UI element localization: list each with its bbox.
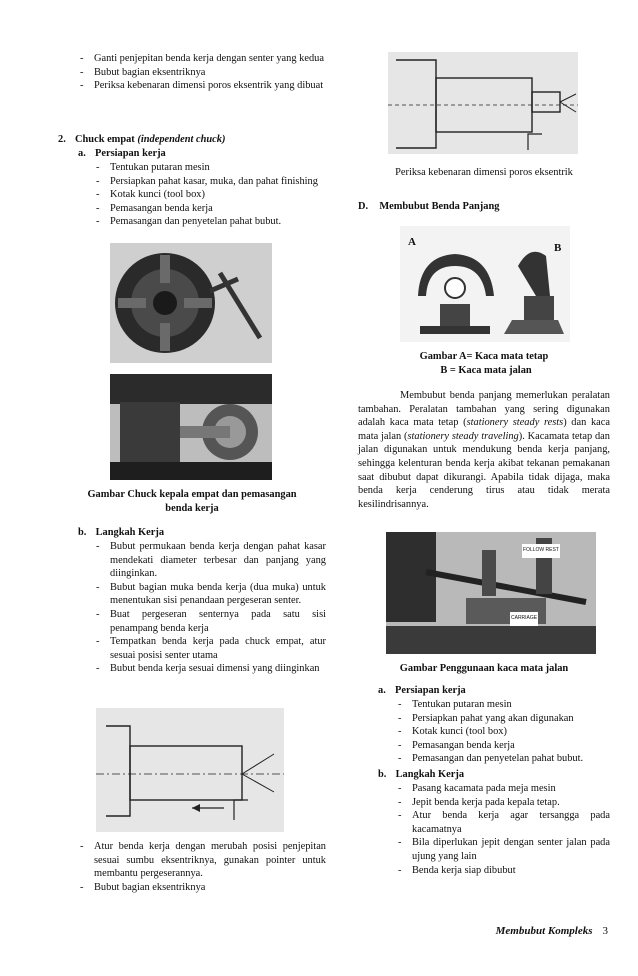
- eccentric-diagram-right: [388, 52, 578, 154]
- list-item: - Bubut permukaan benda kerja dengan pahat kasar mendekati diameter terbesar dan panjang yang diinginkan.: [96, 540, 326, 581]
- list-item: - Pemasangan dan penyetelan pahat bubut.: [96, 215, 326, 229]
- follow-rest-drawing: [386, 532, 596, 654]
- paragraph-text: [358, 389, 610, 511]
- chuck-mounting-photo: [110, 374, 272, 480]
- list-a: [96, 161, 326, 229]
- list-item: - Bubut bagian muka benda kerja (dua muka) untuk menentukan sisi penandaan pergeseran senter.: [96, 581, 326, 608]
- sub-title: Langkah Kerja: [95, 527, 165, 538]
- chuck-photo: [110, 243, 272, 363]
- list-item: - Tempatkan benda kerja pada chuck empat, atur sesuai posisi senter utama: [96, 635, 326, 662]
- text-run: ) dan kaca mata jalan (: [358, 417, 610, 442]
- follow-rest-caption: Gambar Penggunaan kaca mata jalan: [399, 663, 569, 674]
- eccentric-shaft-drawing: [96, 708, 284, 832]
- section-title: Chuck empat: [75, 134, 135, 145]
- section-title-italic: (independent chuck): [137, 134, 226, 145]
- footer-title: Membubut Kompleks: [495, 925, 593, 937]
- body-paragraph: [358, 389, 610, 511]
- caption-line: benda kerja: [165, 502, 219, 514]
- list-item: - Persiapkan pahat kasar, muka, dan pahat finishing: [96, 175, 326, 189]
- section-d-heading: [358, 200, 499, 214]
- list-item: - Bubut bagian eksentriknya: [80, 66, 326, 80]
- sub-a-heading: [378, 684, 466, 698]
- list-item: - Persiapkan pahat yang akan digunakan: [398, 712, 610, 726]
- list-item: - Pemasangan benda kerja: [96, 202, 326, 216]
- eccentric-check-drawing: [388, 52, 578, 154]
- list-item: - Buat pergeseran senternya pada satu sisi penampang benda kerja: [96, 608, 326, 635]
- chuck-drawing: [110, 243, 272, 363]
- sub-b-heading: [378, 768, 464, 782]
- chuck-mounting-drawing: [110, 374, 272, 480]
- sub-label: a.: [378, 685, 386, 696]
- list-c: [80, 840, 326, 894]
- steady-rest-drawing: [400, 226, 570, 342]
- section-number: 2.: [58, 134, 66, 145]
- list-item: - Benda kerja siap dibubut: [398, 864, 610, 878]
- text-run: ). Kacamata tetap dan jalan digunakan untuk mendukung benda kerja panjang, sehingga kelenturan benda kerja akibat tekanan pemakanan saat dibubut dapat dikurangi. Apabila tidak dijaga, maka benda kerja cenderung tirus atau tidak merata kesilindrisannya.: [358, 430, 610, 510]
- list-item: - Kotak kunci (tool box): [96, 188, 326, 202]
- figure-label-b: B: [554, 242, 562, 254]
- text-run: Membubut benda panjang memerlukan peralatan tambahan. Peralatan tambahan yang sering digunakan adalah kaca mata tetap (: [358, 390, 610, 429]
- list-item: - Atur benda kerja dengan merubah posisi penjepitan sesuai sumbu eksentriknya, gunakan pointer untuk membantu pergeserannya.: [80, 840, 326, 881]
- list-item: - Bubut benda kerja sesuai dimensi yang diinginkan: [96, 662, 326, 676]
- page-footer: [496, 925, 608, 939]
- list-item: - Pemasangan benda kerja: [398, 739, 610, 753]
- list-item: - Kotak kunci (tool box): [398, 725, 610, 739]
- sub-label: b.: [78, 527, 87, 538]
- caption-line: B = Kaca mata jalan: [440, 364, 532, 376]
- eccentric-diagram-left: [96, 708, 284, 832]
- list-item: - Ganti penjepitan benda kerja dengan senter yang kedua: [80, 52, 326, 66]
- list-item: - Pemasangan dan penyetelan pahat bubut.: [398, 752, 610, 766]
- sub-title: Persiapan kerja: [95, 148, 166, 159]
- italic-term: stationery steady traveling: [407, 430, 519, 442]
- sub-b-heading: [78, 526, 164, 540]
- sub-title: Persiapan kerja: [395, 685, 466, 696]
- sub-label: b.: [378, 769, 387, 780]
- follow-rest-label: FOLLOW REST: [522, 544, 560, 558]
- list-item: - Periksa kebenaran dimensi poros eksentrik yang dibuat: [80, 79, 326, 93]
- list-b: [96, 540, 326, 676]
- page-number: 3: [602, 925, 608, 937]
- chuck-figure-caption: [58, 488, 326, 515]
- list-item: - Tentukan putaran mesin: [96, 161, 326, 175]
- list-item: - Tentukan putaran mesin: [398, 698, 610, 712]
- list-item: - Atur benda kerja agar tersangga pada kacamatnya: [398, 809, 610, 836]
- list-item: - Jepit benda kerja pada kepala tetap.: [398, 796, 610, 810]
- caption-line: Gambar Chuck kepala empat dan pemasangan: [87, 489, 297, 500]
- list-b: [398, 782, 610, 877]
- steady-rest-caption: [358, 350, 610, 377]
- section-2-heading: [58, 133, 326, 147]
- caption-line: Gambar A= Kaca mata tetap: [419, 351, 549, 362]
- sub-title: Langkah Kerja: [395, 769, 465, 780]
- figure-label-a: A: [408, 236, 416, 248]
- list-item: - Bubut bagian eksentriknya: [80, 881, 326, 895]
- section-label: D.: [358, 201, 369, 212]
- list-a: [398, 698, 610, 766]
- section-title: Membubut Benda Panjang: [379, 201, 500, 212]
- eccentric-figure-caption: Periksa kebenaran dimensi poros eksentrik: [395, 167, 573, 178]
- top-list: [80, 52, 326, 93]
- steady-rest-figure: [400, 226, 570, 342]
- carriage-label: CARRIAGE: [510, 612, 538, 626]
- sub-label: a.: [78, 148, 86, 159]
- list-item: - Bila diperlukan jepit dengan senter jalan pada ujung yang lain: [398, 836, 610, 863]
- follow-rest-photo: [386, 532, 596, 654]
- sub-a-heading: [78, 147, 166, 161]
- italic-term: stationery steady rests: [466, 417, 564, 429]
- list-item: - Pasang kacamata pada meja mesin: [398, 782, 610, 796]
